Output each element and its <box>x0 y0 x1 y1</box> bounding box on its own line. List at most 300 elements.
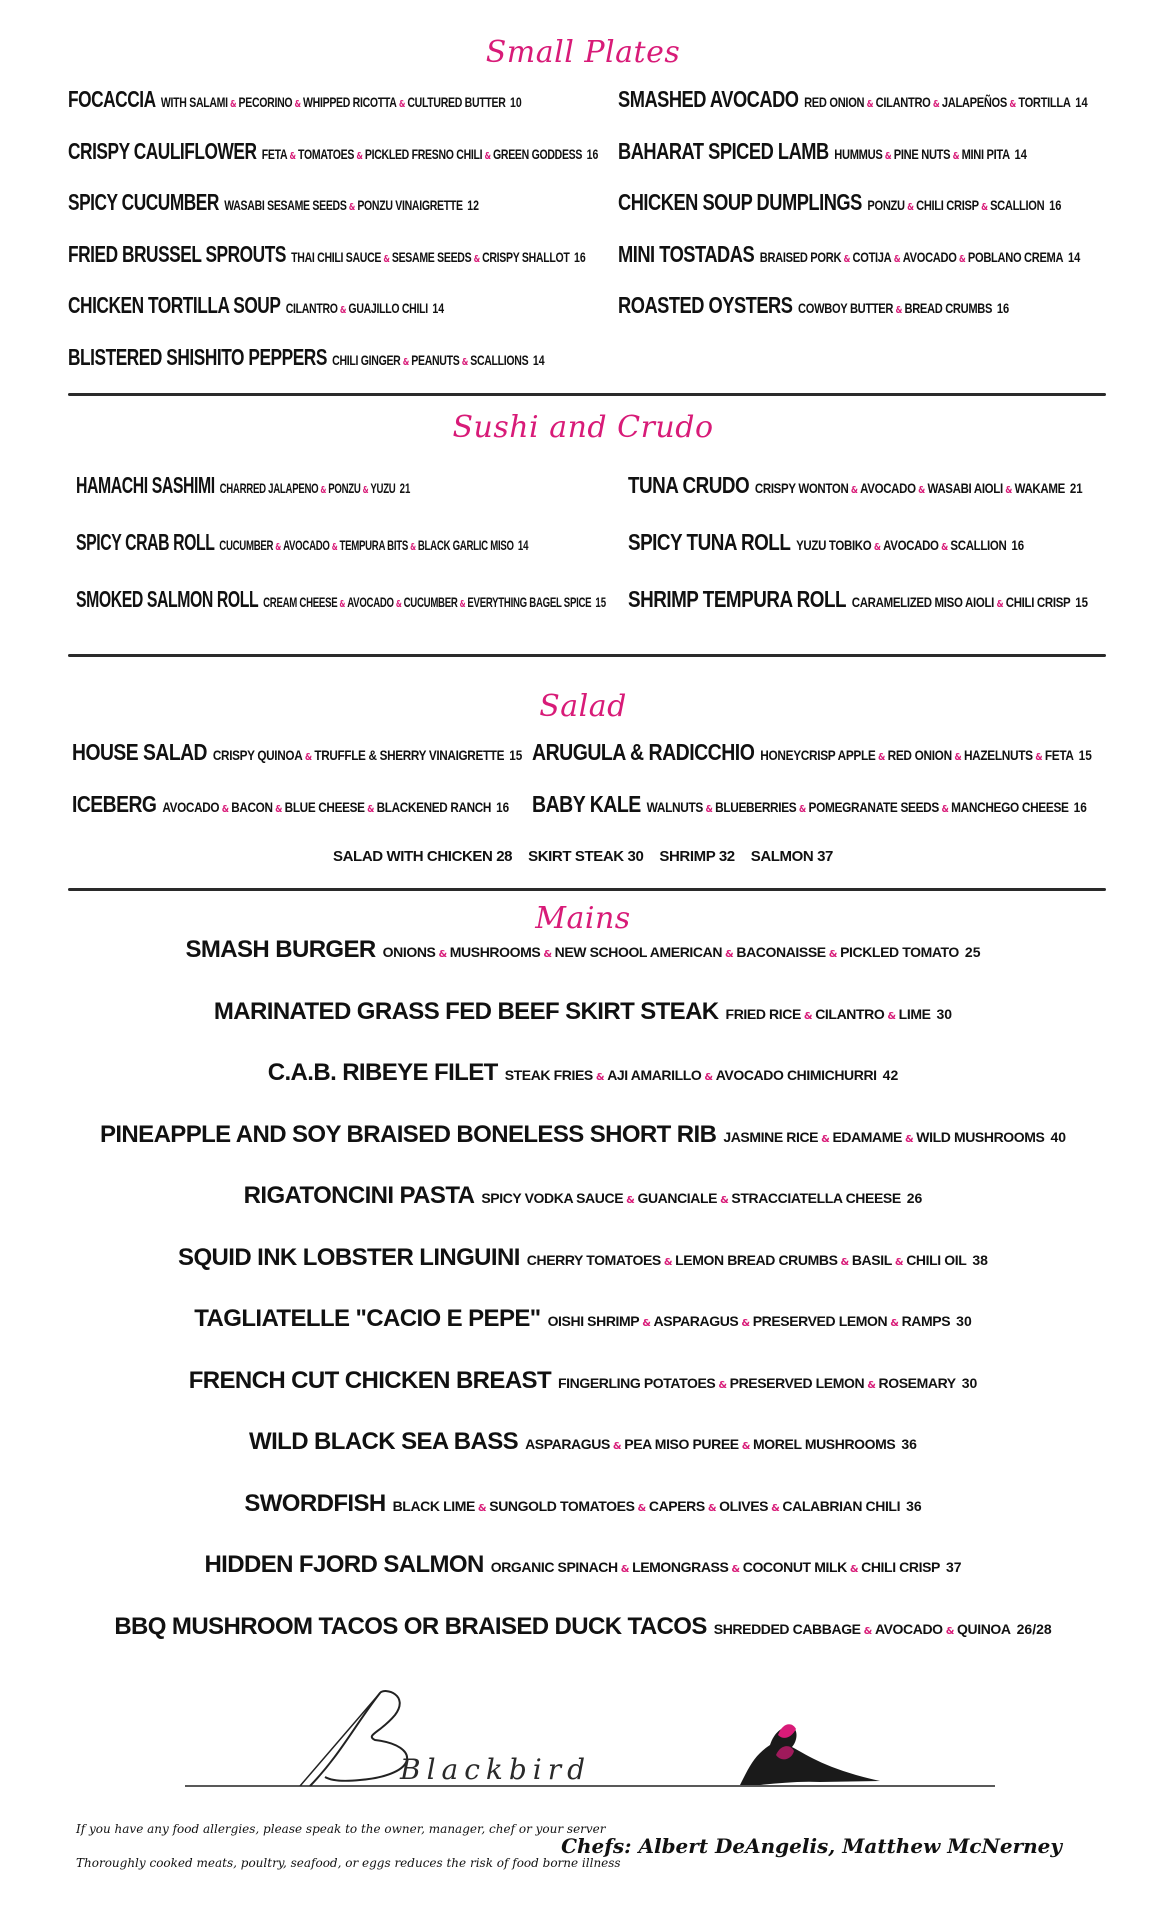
item-name: BBQ MUSHROOM TACOS OR BRAISED DUCK TACOS <box>114 1612 707 1640</box>
item-price: 15 <box>1078 747 1092 763</box>
logo-text: Blackbird <box>400 1753 592 1786</box>
item-price: 15 <box>1075 594 1089 610</box>
ingredient: CHARRED JALAPENO <box>219 480 319 496</box>
item-description <box>804 94 1070 110</box>
ampersand-separator: & <box>731 1564 740 1575</box>
item-description <box>726 1006 931 1022</box>
ingredient: AVOCADO <box>874 1620 943 1637</box>
ingredient: CHILI GINGER <box>332 351 401 368</box>
menu-item <box>532 793 1092 845</box>
ampersand-separator: & <box>402 356 409 368</box>
allergy-note: If you have any food allergies, please speak to the owner, manager, chef or your server <box>76 1822 606 1836</box>
ampersand-separator: & <box>543 949 552 960</box>
item-description <box>755 480 1065 496</box>
item-description <box>213 747 504 763</box>
item-description <box>760 249 1063 265</box>
ampersand-separator: & <box>362 485 369 496</box>
menu-item <box>68 294 598 346</box>
ampersand-separator: & <box>958 253 966 265</box>
item-price: 40 <box>1050 1128 1067 1145</box>
item-description <box>867 197 1044 213</box>
item-name: C.A.B. RIBEYE FILET <box>267 1059 498 1086</box>
ingredient: FRIED RICE <box>725 1005 801 1022</box>
item-price: 25 <box>964 944 981 960</box>
ingredient: PICKLED FRESNO CHILI <box>364 145 483 162</box>
salad-addon: SKIRT STEAK 30 <box>528 848 644 865</box>
ingredient: RED ONION <box>887 747 952 763</box>
ampersand-separator: & <box>275 542 282 553</box>
ingredient: BLACK GARLIC MISO <box>417 537 514 553</box>
ingredient: ASPARAGUS <box>525 1436 610 1452</box>
ingredient: CILANTRO <box>815 1005 885 1022</box>
ampersand-separator: & <box>850 485 858 496</box>
ampersand-separator: & <box>849 1564 859 1575</box>
ingredient: NEW SCHOOL AMERICAN <box>554 944 723 960</box>
ampersand-separator: & <box>843 253 851 265</box>
ampersand-separator: & <box>356 150 363 162</box>
item-name: SPICY CRAB ROLL <box>76 529 215 555</box>
ampersand-separator: & <box>771 1502 780 1514</box>
ingredient: PECORINO <box>238 94 293 110</box>
ingredient: AVOCADO CHIMICHURRI <box>715 1067 877 1083</box>
ampersand-separator: & <box>1035 752 1043 763</box>
ingredient: BREAD CRUMBS <box>904 300 993 316</box>
salad-addon: SALAD WITH CHICKEN 28 <box>333 848 513 865</box>
item-name: ROASTED OYSTERS <box>618 292 793 318</box>
ampersand-separator: & <box>741 1441 751 1452</box>
item-price: 16 <box>996 300 1010 316</box>
item-description <box>393 1498 900 1514</box>
ampersand-separator: & <box>803 1010 813 1022</box>
menu-item <box>0 1243 1166 1308</box>
menu-item <box>0 938 1166 1000</box>
ingredient: AVOCADO <box>162 799 220 815</box>
item-name: TAGLIATELLE "CACIO E PEPE" <box>194 1305 541 1332</box>
ingredient: COTIJA <box>852 248 892 265</box>
ampersand-separator: & <box>331 542 338 553</box>
ampersand-separator: & <box>840 1256 849 1268</box>
ingredient: COWBOY BUTTER <box>798 300 894 316</box>
ingredient: PEANUTS <box>411 351 460 368</box>
item-price: 16 <box>496 799 510 815</box>
ampersand-separator: & <box>230 99 237 110</box>
item-price: 38 <box>972 1251 988 1268</box>
ingredient: ORGANIC SPINACH <box>490 1559 618 1575</box>
item-description <box>647 799 1069 815</box>
ingredient: GREEN GODDESS <box>493 145 583 162</box>
ampersand-separator: & <box>741 1318 750 1329</box>
item-name: CRISPY CAULIFLOWER <box>68 137 257 164</box>
item-name: MARINATED GRASS FED BEEF SKIRT STEAK <box>213 997 719 1025</box>
ampersand-separator: & <box>952 150 960 162</box>
item-description <box>834 146 1009 162</box>
ingredient: EDAMAME <box>832 1128 902 1145</box>
ingredient: SESAME SEEDS <box>391 248 472 265</box>
item-name: PINEAPPLE AND SOY BRAISED BONELESS SHORT RIB <box>99 1120 717 1148</box>
ampersand-separator: & <box>866 99 874 110</box>
item-description <box>262 146 582 162</box>
menu-item <box>68 191 598 243</box>
divider <box>68 393 1106 396</box>
menu-item <box>68 343 598 398</box>
item-description <box>286 300 428 316</box>
ingredient: PONZU VINAIGRETTE <box>357 197 463 213</box>
ampersand-separator: & <box>1005 485 1013 496</box>
ampersand-separator: & <box>798 804 806 815</box>
ingredient: BASIL <box>851 1251 892 1268</box>
item-name: FRENCH CUT CHICKEN BREAST <box>188 1366 552 1394</box>
ingredient: CRISPY SHALLOT <box>482 248 570 265</box>
section-title-sushi: Sushi and Crudo <box>452 410 714 445</box>
ingredient: STRACCIATELLA CHEESE <box>731 1190 901 1206</box>
ampersand-separator: & <box>718 1379 727 1391</box>
ampersand-separator: & <box>996 599 1004 610</box>
item-name: FOCACCIA <box>68 86 156 112</box>
item-name: CHICKEN SOUP DUMPLINGS <box>618 189 862 215</box>
ingredient: JALAPEÑOS <box>941 94 1007 110</box>
ampersand-separator: & <box>895 305 903 316</box>
ingredient: TRUFFLE & SHERRY VINAIGRETTE <box>314 747 505 763</box>
ingredient: RED ONION <box>804 94 865 110</box>
ampersand-separator: & <box>221 804 229 815</box>
salad-right-column <box>532 741 1166 845</box>
item-description <box>481 1190 900 1206</box>
ingredient: HAZELNUTS <box>963 747 1033 763</box>
ingredient: CULTURED BUTTER <box>407 94 506 110</box>
ampersand-separator: & <box>398 99 406 110</box>
item-name: FRIED BRUSSEL SPROUTS <box>68 240 286 267</box>
item-price: 30 <box>956 1313 972 1329</box>
section-title-salad: Salad <box>539 689 627 724</box>
item-price: 16 <box>586 145 599 162</box>
ampersand-separator: & <box>884 150 892 162</box>
ingredient: CARAMELIZED MISO AIOLI <box>851 594 994 610</box>
ingredient: BLACKENED RANCH <box>376 799 492 815</box>
item-description <box>383 944 959 960</box>
item-description <box>548 1313 951 1329</box>
ingredient: FETA <box>1044 747 1074 763</box>
ingredient: OLIVES <box>719 1497 769 1514</box>
ingredient: HONEYCRISP APPLE <box>760 747 876 763</box>
ampersand-separator: & <box>873 542 881 553</box>
ampersand-separator: & <box>904 1133 914 1145</box>
menu-item <box>628 531 1088 588</box>
ingredient: WHIPPED RICOTTA <box>303 94 397 110</box>
ingredient: QUINOA <box>957 1620 1011 1637</box>
item-price: 42 <box>882 1067 899 1083</box>
item-price: 14 <box>1075 94 1088 110</box>
item-description <box>714 1621 1011 1637</box>
ingredient: CUCUMBER <box>403 594 458 610</box>
ingredient: WILD MUSHROOMS <box>916 1128 1045 1145</box>
ampersand-separator: & <box>945 1625 955 1637</box>
ingredient: WASABI SESAME SEEDS <box>224 197 347 213</box>
ingredient: MANCHEGO CHEESE <box>951 799 1069 815</box>
ingredient: HUMMUS <box>834 145 883 162</box>
ampersand-separator: & <box>1009 99 1016 110</box>
ingredient: STEAK FRIES <box>504 1067 593 1083</box>
ingredient: TORTILLA <box>1018 94 1071 110</box>
item-description <box>220 480 396 496</box>
ampersand-separator: & <box>612 1441 622 1452</box>
ingredient: AVOCADO <box>860 480 916 496</box>
item-description <box>263 594 591 610</box>
menu-item <box>618 88 1088 140</box>
ampersand-separator: & <box>918 485 926 496</box>
item-name: SPICY CUCUMBER <box>68 189 219 215</box>
item-description <box>332 352 528 368</box>
ingredient: MOREL MUSHROOMS <box>753 1436 896 1452</box>
item-description <box>796 537 1006 553</box>
ingredient: SCALLION <box>990 197 1045 213</box>
item-name: HOUSE SALAD <box>72 739 208 765</box>
item-price: 21 <box>399 480 411 496</box>
menu-item <box>68 137 599 192</box>
menu-item <box>76 588 606 645</box>
chefs-credit: Chefs: Albert DeAngelis, Matthew McNerney <box>561 1834 1062 1858</box>
item-price: 12 <box>467 197 479 213</box>
salad-addon: SALMON 37 <box>750 848 833 865</box>
ampersand-separator: & <box>720 1195 729 1206</box>
item-description <box>219 537 513 553</box>
ingredient: CRISPY WONTON <box>754 480 849 496</box>
ampersand-separator: & <box>304 752 312 763</box>
item-name: ARUGULA & RADICCHIO <box>532 739 755 765</box>
item-name: HAMACHI SASHIMI <box>76 472 215 498</box>
ampersand-separator: & <box>459 599 466 610</box>
item-price: 37 <box>945 1559 962 1575</box>
ampersand-separator: & <box>863 1625 872 1637</box>
ingredient: GUANCIALE <box>637 1190 718 1206</box>
item-price: 14 <box>517 537 529 553</box>
menu-item <box>0 1366 1166 1431</box>
item-description <box>291 249 569 265</box>
ampersand-separator: & <box>707 1502 717 1514</box>
salad-addon: SHRIMP 32 <box>659 848 735 865</box>
ingredient: ROSEMARY <box>878 1374 956 1391</box>
ingredient: TEMPURA BITS <box>339 537 409 553</box>
item-description <box>505 1067 877 1083</box>
ingredient: PRESERVED LEMON <box>752 1313 888 1329</box>
item-price: 15 <box>595 594 607 610</box>
sushi-right-column <box>628 474 1166 645</box>
ampersand-separator: & <box>981 202 988 213</box>
ampersand-separator: & <box>704 1072 713 1083</box>
ampersand-separator: & <box>637 1502 646 1514</box>
item-name: SHRIMP TEMPURA ROLL <box>628 586 847 612</box>
menu-item <box>0 1120 1166 1185</box>
ingredient: CHILI OIL <box>906 1251 967 1268</box>
ampersand-separator: & <box>867 1379 876 1391</box>
menu-item <box>72 741 522 793</box>
menu-item <box>76 474 606 531</box>
item-name: ICEBERG <box>72 791 157 817</box>
item-price: 30 <box>961 1374 978 1391</box>
ingredient: LEMON BREAD CRUMBS <box>675 1251 838 1268</box>
ingredient: BLUEBERRIES <box>715 799 797 815</box>
menu-item <box>532 741 1092 793</box>
item-name: SWORDFISH <box>244 1489 386 1517</box>
ingredient: PEA MISO PUREE <box>624 1436 739 1452</box>
ampersand-separator: & <box>438 949 447 960</box>
divider <box>68 654 1106 657</box>
ingredient: AVOCADO <box>283 537 330 553</box>
ampersand-separator: & <box>941 804 949 815</box>
menu-item <box>618 240 1088 295</box>
ampersand-separator: & <box>954 752 962 763</box>
menu-item <box>628 588 1088 645</box>
ampersand-separator: & <box>339 599 346 610</box>
ingredient: CUCUMBER <box>219 537 274 553</box>
item-price: 30 <box>936 1005 953 1022</box>
menu-item <box>68 240 598 295</box>
ampersand-separator: & <box>477 1502 487 1514</box>
ampersand-separator: & <box>383 253 390 265</box>
item-price: 16 <box>1011 537 1025 553</box>
ingredient: CHILI CRISP <box>916 197 979 213</box>
ampersand-separator: & <box>410 542 416 553</box>
item-price: 36 <box>906 1497 922 1514</box>
item-name: RIGATONCINI PASTA <box>243 1182 475 1209</box>
ampersand-separator: & <box>893 253 901 265</box>
ingredient: POBLANO CREMA <box>967 248 1064 265</box>
ampersand-separator: & <box>705 804 713 815</box>
item-price: 16 <box>574 248 586 265</box>
ampersand-separator: & <box>275 804 283 815</box>
ingredient: LIME <box>898 1005 931 1022</box>
ampersand-separator: & <box>348 202 356 213</box>
ingredient: TOMATOES <box>298 145 355 162</box>
ingredient: GUAJILLO CHILI <box>348 300 428 316</box>
item-price: 14 <box>1067 248 1081 265</box>
ingredient: WALNUTS <box>646 799 703 815</box>
ingredient: JASMINE RICE <box>723 1128 819 1145</box>
item-name: WILD BLACK SEA BASS <box>249 1428 519 1455</box>
menu-item <box>618 191 1088 243</box>
item-name: BLISTERED SHISHITO PEPPERS <box>68 343 327 370</box>
item-name: SMASH BURGER <box>185 936 376 963</box>
ingredient: PICKLED TOMATO <box>840 944 959 960</box>
ingredient: AVOCADO <box>883 537 939 553</box>
ingredient: THAI CHILI SAUCE <box>291 248 382 265</box>
item-name: SMASHED AVOCADO <box>618 86 799 112</box>
ampersand-separator: & <box>595 1072 605 1083</box>
ingredient: SPICY VODKA SAUCE <box>481 1190 624 1206</box>
ingredient: ONIONS <box>382 944 436 960</box>
menu-item <box>68 88 598 140</box>
ampersand-separator: & <box>890 1318 899 1329</box>
ingredient: CILANTRO <box>875 94 931 110</box>
item-description <box>525 1436 895 1452</box>
item-description <box>161 94 506 110</box>
ingredient: CRISPY QUINOA <box>212 747 303 763</box>
section-title-small-plates: Small Plates <box>485 35 681 70</box>
item-price: 10 <box>510 94 522 110</box>
ampersand-separator: & <box>725 949 734 960</box>
ingredient: EVERYTHING BAGEL SPICE <box>467 594 592 610</box>
ingredient: POMEGRANATE SEEDS <box>808 799 939 815</box>
item-price: 26 <box>906 1190 923 1206</box>
ampersand-separator: & <box>320 485 327 496</box>
ingredient: ASPARAGUS <box>653 1313 739 1329</box>
ampersand-separator: & <box>620 1564 630 1575</box>
menu-item <box>76 531 606 588</box>
ingredient: AVOCADO <box>902 248 957 265</box>
item-name: BABY KALE <box>532 791 641 817</box>
ampersand-separator: & <box>907 202 914 213</box>
ampersand-separator: & <box>663 1256 673 1268</box>
divider <box>68 888 1106 891</box>
item-description <box>491 1559 940 1575</box>
item-name: SMOKED SALMON ROLL <box>76 586 259 612</box>
ingredient: WITH SALAMI <box>160 94 228 110</box>
ingredient: CHERRY TOMATOES <box>526 1251 661 1268</box>
item-description <box>527 1252 967 1268</box>
ingredient: AJI AMARILLO <box>607 1067 702 1083</box>
ingredient: YUZU TOBIKO <box>796 537 872 553</box>
ingredient: SUNGOLD TOMATOES <box>489 1497 635 1514</box>
section-title-mains: Mains <box>535 901 631 936</box>
ampersand-separator: & <box>642 1318 651 1329</box>
ampersand-separator: & <box>294 99 301 110</box>
blackbird-logo <box>180 1685 1000 1795</box>
item-description <box>798 300 992 316</box>
item-price: 16 <box>1049 197 1062 213</box>
item-price: 26/28 <box>1016 1620 1052 1637</box>
ampersand-separator: & <box>339 305 347 316</box>
menu-item <box>0 997 1166 1062</box>
ingredient: SHREDDED CABBAGE <box>713 1620 861 1637</box>
ingredient: PRESERVED LEMON <box>729 1374 865 1391</box>
ampersand-separator: & <box>894 1256 904 1268</box>
ampersand-separator: & <box>395 599 402 610</box>
ingredient: CALABRIAN CHILI <box>782 1497 901 1514</box>
ampersand-separator: & <box>367 804 375 815</box>
item-price: 15 <box>509 747 523 763</box>
ingredient: BACON <box>231 799 273 815</box>
ingredient: MUSHROOMS <box>449 944 541 960</box>
menu-item <box>0 1430 1166 1492</box>
ingredient: CHILI CRISP <box>861 1559 940 1575</box>
item-price: 14 <box>1014 145 1027 162</box>
item-description <box>162 799 491 815</box>
item-description <box>760 747 1073 763</box>
item-price: 21 <box>1069 480 1083 496</box>
menu-item <box>0 1184 1166 1246</box>
ampersand-separator: & <box>878 752 886 763</box>
item-price: 36 <box>901 1436 917 1452</box>
item-price: 14 <box>532 351 545 368</box>
ingredient: AVOCADO <box>347 594 394 610</box>
ampersand-separator: & <box>821 1133 830 1145</box>
salad-left-column <box>72 741 608 845</box>
item-name: CHICKEN TORTILLA SOUP <box>68 292 281 318</box>
ampersand-separator: & <box>484 150 491 162</box>
item-price: 14 <box>432 300 445 316</box>
ingredient: LEMONGRASS <box>632 1559 729 1575</box>
menu-item <box>0 1612 1166 1677</box>
item-description <box>558 1375 956 1391</box>
ingredient: PINE NUTS <box>893 145 951 162</box>
item-price: 16 <box>1073 799 1087 815</box>
ingredient: WASABI AIOLI <box>927 480 1003 496</box>
menu-item <box>618 137 1088 192</box>
menu-item <box>72 793 522 845</box>
ingredient: SCALLION <box>950 537 1007 553</box>
ingredient: WAKAME <box>1014 480 1065 496</box>
ampersand-separator: & <box>887 1010 896 1022</box>
ingredient: CREAM CHEESE <box>263 594 338 610</box>
